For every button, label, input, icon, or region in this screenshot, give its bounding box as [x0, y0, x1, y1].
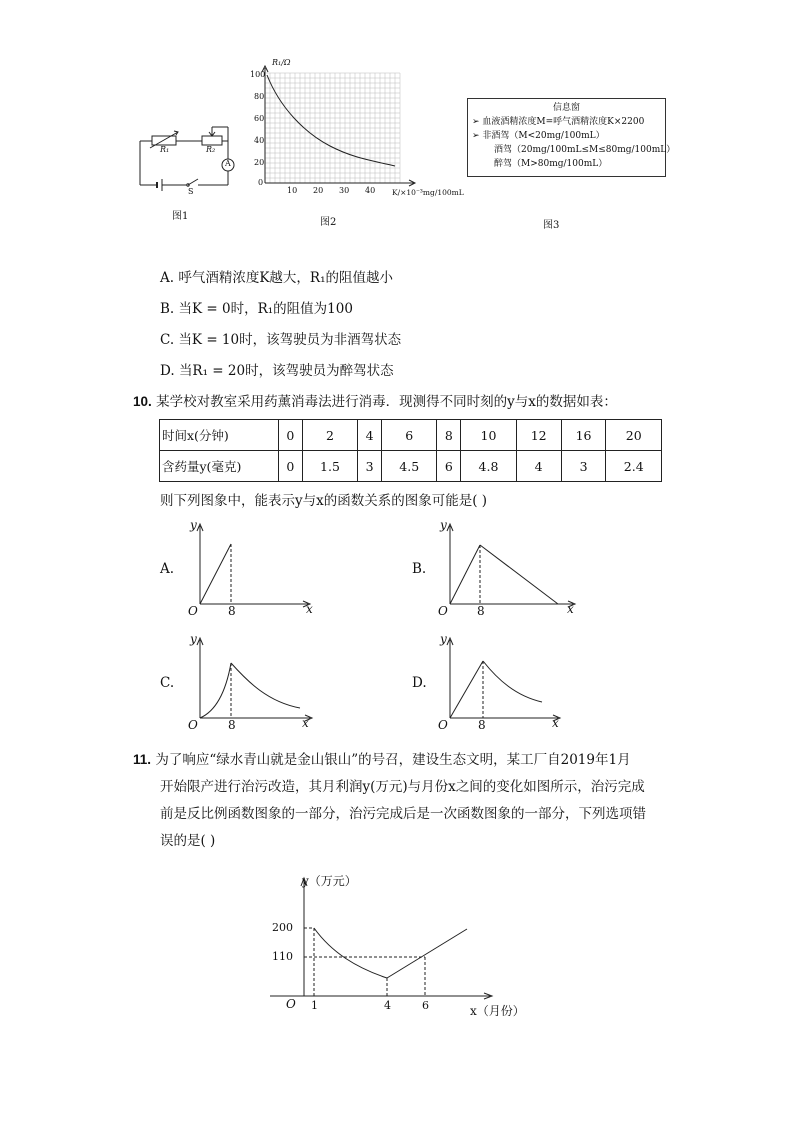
fig2-x-tick: 40 [365, 186, 376, 195]
table-cell: 10 [461, 420, 516, 451]
q9-option-b[interactable] [160, 297, 353, 317]
figure-1 [130, 115, 240, 225]
fig2-y-tick: 80 [254, 92, 265, 101]
fig2-x-label: K/×10⁻³mg/100mL [392, 188, 464, 197]
question-stem: 某学校对教室采用药薰消毒法进行消毒．现测得不同时刻的y与x的数据如表： [156, 394, 617, 410]
table-cell: 3 [358, 451, 382, 482]
table-cell: 6 [382, 420, 437, 451]
table-row [160, 420, 662, 451]
question-number: 10. [133, 394, 152, 409]
origin-label: O [286, 997, 296, 1011]
switch-label: S [188, 187, 194, 196]
fig2-x-tick: 30 [339, 186, 350, 195]
info-title: 信息窗 [552, 103, 580, 113]
origin-label: O [188, 718, 198, 732]
option-label: A. [160, 270, 175, 286]
x-tick-4: 4 [384, 999, 391, 1012]
table-cell: 0 [279, 420, 303, 451]
ammeter-label: A [225, 159, 231, 168]
question-line: 开始限产进行治污改造，其月利润y(万元)与月份x之间的变化如图所示，治污完成 [160, 779, 645, 795]
q9-option-a[interactable] [160, 266, 393, 286]
graph-a [188, 518, 318, 618]
table-header-cell: 含药量y(毫克) [160, 451, 279, 482]
option-text: 当K = 0时，R₁的阻值为100 [178, 301, 353, 317]
fig2-y-tick: 100 [250, 70, 266, 79]
option-label: D. [412, 675, 427, 691]
question-line: 为了响应“绿水青山就是金山银山”的号召，建设生态文明，某工厂自2019年1月 [155, 752, 631, 768]
table-cell: 12 [516, 420, 561, 451]
table-cell: 2.4 [606, 451, 662, 482]
origin-label: O [438, 604, 448, 618]
table-cell: 6 [437, 451, 461, 482]
axis-x-label: x [306, 602, 313, 616]
figure-2-caption: 图2 [320, 217, 337, 228]
table-cell: 1.5 [302, 451, 357, 482]
figure-2 [250, 58, 470, 228]
info-line: 醉驾（M>80mg/100mL） [494, 159, 608, 169]
table-cell: 2 [302, 420, 357, 451]
fig2-y-tick: 60 [254, 114, 265, 123]
axis-x-label: x [552, 716, 559, 730]
fig2-x-tick: 10 [287, 186, 298, 195]
info-window [467, 98, 676, 177]
q10-table [159, 419, 662, 482]
r2-label: R₂ [206, 145, 216, 154]
q9-option-d[interactable] [160, 359, 394, 379]
info-line: ➢ 血液酒精浓度M=呼气酒精浓度K×2200 [472, 117, 645, 127]
fig2-x-tick: 20 [313, 186, 324, 195]
axis-y-label: y [440, 518, 447, 532]
question-line: 误的是( ) [160, 833, 216, 849]
origin-label: O [188, 604, 198, 618]
y-tick-110: 110 [272, 950, 293, 963]
axis-y-label: y [440, 632, 447, 646]
y-tick-200: 200 [272, 921, 293, 934]
table-cell: 8 [437, 420, 461, 451]
figure-1-caption: 图1 [172, 211, 189, 222]
table-header-cell: 时间x(分钟) [160, 420, 279, 451]
axis-x-label: x [302, 716, 309, 730]
table-cell: 0 [279, 451, 303, 482]
y-axis-label: y（万元） [302, 874, 357, 888]
option-text: 呼气酒精浓度K越大，R₁的阻值越小 [178, 270, 394, 286]
figure-3 [467, 98, 676, 233]
axis-y-label: y [190, 518, 197, 532]
q11-stem [133, 746, 673, 855]
table-cell: 3 [561, 451, 606, 482]
q10-option-a[interactable] [160, 518, 320, 623]
question-number: 11. [133, 752, 152, 767]
q9-option-c[interactable] [160, 328, 401, 348]
table-cell: 4.8 [461, 451, 516, 482]
option-label: C. [160, 675, 175, 691]
table-cell: 4.5 [382, 451, 437, 482]
q10-question: 则下列图象中，能表示y与x的函数关系的图象可能是( ) [160, 493, 488, 509]
table-cell: 20 [606, 420, 662, 451]
x-tick-6: 6 [422, 999, 429, 1012]
option-text: 当K = 10时，该驾驶员为非酒驾状态 [178, 332, 402, 348]
option-label: B. [412, 561, 427, 577]
tick-label: 8 [228, 604, 236, 618]
axis-y-label: y [190, 632, 197, 646]
q10-option-c[interactable] [160, 632, 320, 737]
q10-option-d[interactable] [412, 632, 572, 737]
fig2-origin: 0 [258, 178, 264, 187]
profit-graph [262, 868, 532, 1020]
info-line: ➢ 非酒驾（M<20mg/100mL） [472, 131, 605, 141]
question-line: 前是反比例函数图象的一部分，治污完成后是一次函数图象的一部分，下列选项错 [160, 806, 646, 822]
option-text: 当R₁ = 20时，该驾驶员为醉驾状态 [178, 363, 394, 379]
fig2-y-tick: 20 [254, 158, 265, 167]
figure-3-caption: 图3 [543, 220, 560, 231]
table-cell: 4 [516, 451, 561, 482]
q10-stem [133, 388, 617, 416]
tick-label: 8 [478, 718, 486, 732]
table-row [160, 451, 662, 482]
q11-graph [262, 868, 532, 1020]
option-label: C. [160, 332, 175, 348]
tick-label: 8 [477, 604, 485, 618]
graph-b [438, 518, 583, 618]
origin-label: O [438, 718, 448, 732]
info-line: 酒驾（20mg/100mL≤M≤80mg/100mL） [494, 145, 676, 155]
circuit-diagram [130, 115, 240, 195]
x-tick-1: 1 [311, 999, 318, 1012]
q10-option-b[interactable] [412, 518, 592, 623]
x-axis-label: x（月份） [470, 1004, 525, 1018]
table-cell: 16 [561, 420, 606, 451]
fig2-y-label: R₁/Ω [272, 58, 291, 67]
axis-x-label: x [567, 602, 574, 616]
tick-label: 8 [228, 718, 236, 732]
fig2-y-tick: 40 [254, 136, 265, 145]
option-label: A. [160, 561, 175, 577]
r1-label: R₁ [160, 145, 170, 154]
option-label: D. [160, 363, 175, 379]
option-label: B. [160, 301, 175, 317]
table-cell: 4 [358, 420, 382, 451]
resistance-graph [250, 58, 470, 198]
